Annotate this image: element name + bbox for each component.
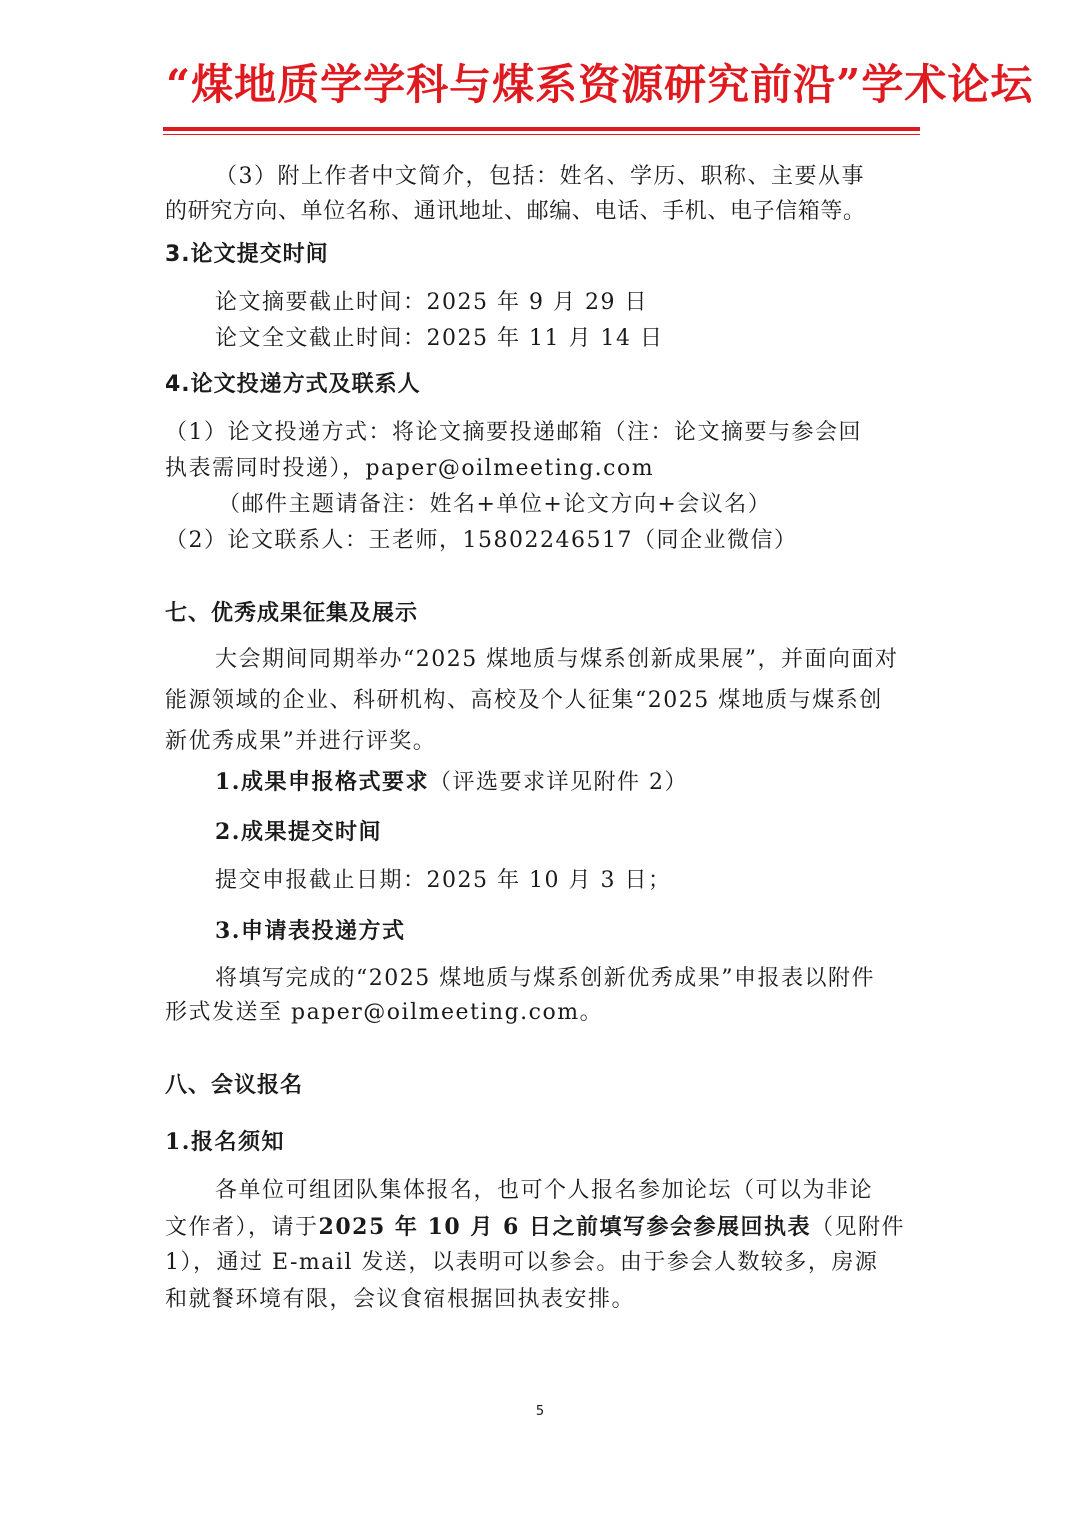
- achievements-delivery-line-1: 将填写完成的“2025 煤地质与煤系创新优秀成果”申报表以附件: [215, 966, 875, 991]
- registration-notice-heading: 1.报名须知: [165, 1129, 285, 1155]
- achievements-format-row: [215, 767, 688, 798]
- achievements-time-heading: 2.成果提交时间: [215, 819, 382, 845]
- achievements-delivery-heading: 3.申请表投递方式: [215, 918, 406, 944]
- author-bio-line-2: 的研究方向、单位名称、通讯地址、邮编、电话、手机、电子信箱等。: [165, 199, 866, 224]
- abstract-deadline: 论文摘要截止时间：2025 年 9 月 29 日: [215, 290, 648, 315]
- registration-deadline-emphasis: 2025 年 10 月 6 日之前填写参会参展回执表: [318, 1214, 811, 1240]
- achievements-delivery-line-2: 形式发送至 paper@oilmeeting.com。: [165, 1000, 604, 1025]
- registration-para-line-3: 1），通过 E-mail 发送，以表明可以参会。由于参会人数较多，房源: [165, 1250, 879, 1275]
- achievements-para-line-3: 新优秀成果”并进行评奖。: [165, 729, 437, 754]
- achievements-format-heading: 1.成果申报格式要求: [215, 769, 429, 795]
- page-number: 5: [535, 1404, 545, 1419]
- fulltext-deadline: 论文全文截止时间：2025 年 11 月 14 日: [215, 326, 664, 351]
- submission-method-line-2: 执表需同时投递），paper@oilmeeting.com: [165, 456, 655, 481]
- registration-line2-prefix: 文作者），请于: [165, 1215, 319, 1240]
- submission-method-line-1: （1）论文投递方式：将论文摘要投递邮箱（注：论文摘要与参会回: [165, 420, 862, 445]
- registration-para-line-4: 和就餐环境有限，会议食宿根据回执表安排。: [165, 1287, 636, 1312]
- document-title: “煤地质学学科与煤系资源研究前沿”学术论坛: [166, 60, 1034, 109]
- email-subject-note: （邮件主题请备注：姓名+单位+论文方向+会议名）: [218, 492, 772, 517]
- section-heading-registration: 八、会议报名: [165, 1073, 304, 1098]
- achievements-para-line-2: 能源领域的企业、科研机构、高校及个人征集“2025 煤地质与煤系创: [165, 688, 883, 713]
- registration-line2-suffix: （见附件: [810, 1215, 905, 1240]
- header-divider-thick: [163, 127, 920, 131]
- section-heading-achievements: 七、优秀成果征集及展示: [165, 601, 419, 626]
- registration-para-line-1: 各单位可组团队集体报名，也可个人报名参加论坛（可以为非论: [215, 1178, 874, 1203]
- achievements-format-note: （评选要求详见附件 2）: [428, 770, 688, 795]
- achievements-deadline: 提交申报截止日期：2025 年 10 月 3 日；: [215, 868, 672, 893]
- registration-para-line-2: [165, 1212, 905, 1243]
- subheading-submission-contact: 4.论文投递方式及联系人: [165, 372, 421, 397]
- author-bio-line-1: （3）附上作者中文简介，包括：姓名、学历、职称、主要从事: [215, 164, 865, 189]
- subheading-submission-time: 3.论文提交时间: [165, 242, 329, 267]
- achievements-para-line-1: 大会期间同期举办“2025 煤地质与煤系创新成果展”，并面向面对: [215, 647, 899, 672]
- paper-contact: （2）论文联系人：王老师，15802246517（同企业微信）: [165, 528, 798, 553]
- header-divider-thin: [163, 134, 920, 135]
